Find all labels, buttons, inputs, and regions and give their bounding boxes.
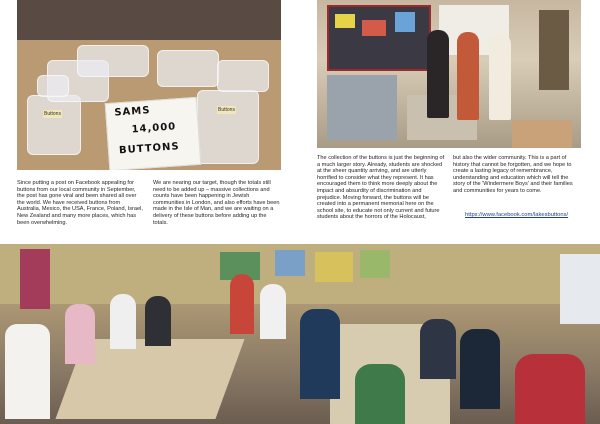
- sign-line: 14,000: [131, 121, 177, 136]
- button-bag: [217, 60, 269, 92]
- paragraph-col4: but also the wider community. This is a part of history that cannot be forgotten, and we hope to create a lasting legacy of remembrance, understanding and education which will tell the story of the 'Windermere Boys' and their families and communities for years to come.: [453, 155, 573, 194]
- sign-line: SAMS: [114, 105, 151, 119]
- poster: [360, 250, 390, 278]
- poster: [335, 14, 355, 28]
- student: [230, 274, 254, 334]
- student: [420, 319, 456, 379]
- button-bag: [197, 90, 259, 164]
- student: [300, 309, 340, 399]
- box: [512, 120, 572, 148]
- paragraph-col2: We are nearing our target, though the totals still need to be added up – massive collections and counts have been happening in Jewish communities in London, and also efforts have been made in the Isle of Man, and we are waiting on a delivery of these buttons before adding up the totals.: [153, 180, 280, 226]
- student: [65, 304, 95, 364]
- person: [457, 32, 479, 120]
- button-bag: [77, 45, 149, 77]
- button-bag: [37, 75, 69, 97]
- student: [515, 354, 585, 424]
- background-wall: [17, 0, 281, 40]
- photo-button-bags: [17, 0, 281, 170]
- student: [145, 296, 171, 346]
- sams-buttons-sign: [105, 97, 202, 170]
- student: [260, 284, 286, 339]
- person: [427, 30, 449, 118]
- doorway: [539, 10, 569, 90]
- paragraph-col3: The collection of the buttons is just the beginning of a much larger story. Already, students are shocked at the sheer quantity arriving, and are utterly horrified to consider what they represent. It has encouraged them to think more deeply about the impact and absurdity of discrimination and prejudice. Moving forward, the buttons will be created into a permanent memorial here on the school site, to educate not only current and future students about the horrors of the Holocaust,: [317, 155, 445, 221]
- storage-bins: [327, 75, 397, 140]
- poster: [315, 252, 353, 282]
- button-bag: [157, 50, 219, 87]
- poster: [395, 12, 415, 32]
- bag-label: Buttons: [44, 111, 61, 117]
- photo-students-sorting: [0, 244, 600, 424]
- student: [5, 324, 50, 419]
- button-bag: [27, 95, 81, 155]
- photo-classroom-visitors: [317, 0, 581, 148]
- sign-line: BUTTONS: [118, 141, 181, 157]
- bag-label: Buttons: [218, 107, 235, 113]
- window: [560, 254, 600, 324]
- student: [460, 329, 500, 409]
- person: [489, 34, 511, 120]
- student: [355, 364, 405, 424]
- facebook-link[interactable]: https://www.facebook.com/lakesbuttons/: [465, 212, 569, 218]
- wall-display: [20, 249, 50, 309]
- student: [110, 294, 136, 349]
- poster: [275, 250, 305, 276]
- poster: [362, 20, 386, 36]
- paragraph-col1: Since putting a post on Facebook appealing for buttons from our local community in September, the post has gone viral and been shared all over the world. We have received buttons from Australia, Mexico, the USA, France, Poland, Israel, New Zealand and many more places, which has been overwhelming.: [17, 180, 143, 226]
